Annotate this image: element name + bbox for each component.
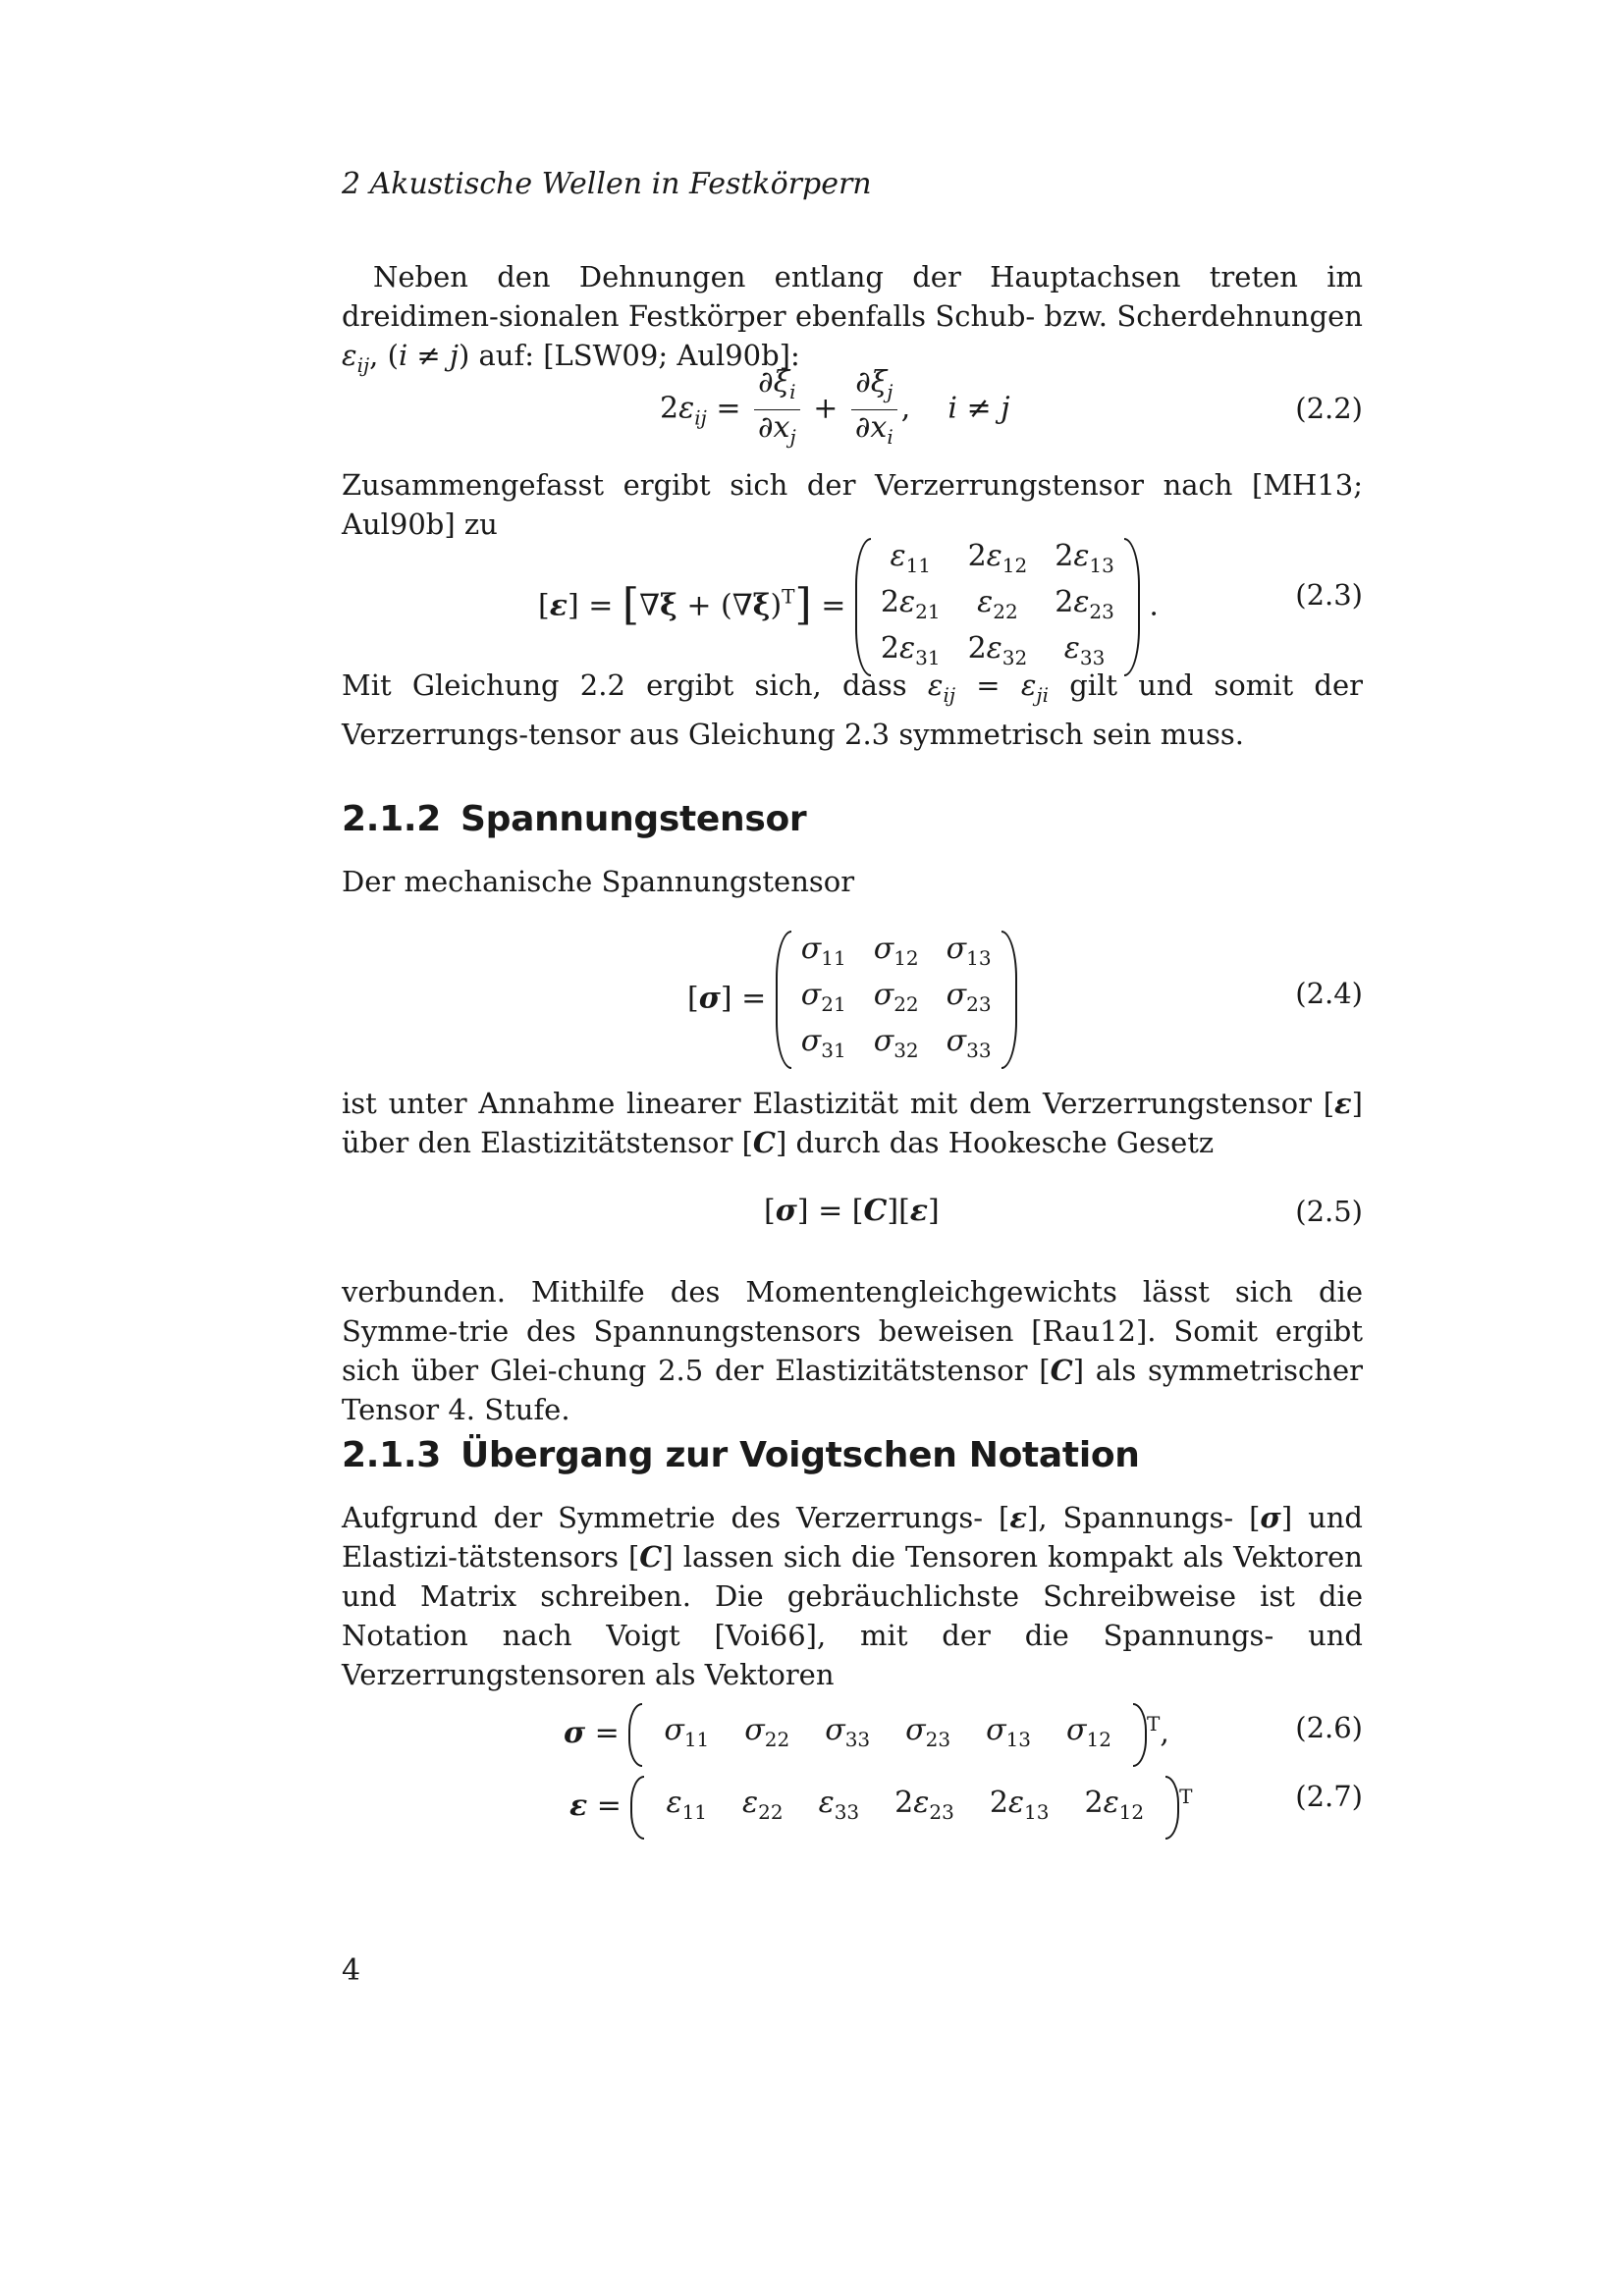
stress-matrix: $\sigma_{11}$ $\sigma_{12}$ $\sigma_{13}$ $\sigma_{21}$ $\sigma_{22}$ $\sigma_{23}$ $\sigma_{31}$ $\sigma_{32}$ $\sigma_{33}$ (776, 931, 1017, 1069)
equation-2-7: ε = $\varepsilon_{11}$ $\varepsilon_{22}$ $\varepsilon_{33}$ $2\varepsilon_{23}$ $2\varepsilon_{13}$ $2\varepsilon_{12}$ $^T$ (569, 1777, 1192, 1832)
paragraph-stress-intro: Der mechanische Spannungstensor (342, 865, 855, 898)
paragraph-shear-strain: Neben den Dehnungen entlang der Hauptachsen treten im dreidimen-sionalen Festkörper ebenfalls Schub- bzw. Scherdehnungen $\varepsilon_{ij}$, (i ≠ j) auf: [LSW09; Aul90b]: (342, 260, 1363, 377)
page-number: 4 (342, 1953, 361, 1988)
equation-2-5: [σ] = [C][ε] (764, 1194, 940, 1228)
equation-2-2: $2\varepsilon_{ij}$ = $\frac{\partial\xi_i}{\partial x_j}$ + $\frac{\partial\xi_j}{\partial x_i}$ , i ≠ j (660, 365, 1010, 449)
equation-2-4: [σ] = $\sigma_{11}$ $\sigma_{12}$ $\sigma_{13}$ $\sigma_{21}$ $\sigma_{22}$ $\sigma_{23}$ $\sigma_{31}$ $\sigma_{32}$ $\sigma_{33}$ (687, 931, 1017, 1069)
equation-2-3: $[\varepsilon] = [\nabla\xi + (\nabla\xi)^T]$ = $\varepsilon_{11}$ $2\varepsilon_{12}$ $2\varepsilon_{13}$ $2\varepsilon_{21}$ $\varepsilon_{22}$ $2\varepsilon_{23}$ $2\varepsilon_{31}$ $2\varepsilon_{32}$ $\varepsilon_{33}$ . (538, 538, 1159, 676)
equation-number-2-3: (2.3) (1295, 578, 1363, 612)
paragraph-strain-tensor: Zusammengefasst ergibt sich der Verzerrungstensor nach [MH13; Aul90b] zu (342, 468, 1363, 541)
paragraph-symmetry: Mit Gleichung 2.2 ergibt sich, dass $\varepsilon_{ij} = \varepsilon_{ji}$ gilt und somit der Verzerrungs-tensor aus Gleichung 2.3 symmetrisch sein muss. (342, 668, 1363, 751)
strain-vector: $\varepsilon_{11}$ $\varepsilon_{22}$ $\varepsilon_{33}$ $2\varepsilon_{23}$ $2\varepsilon_{13}$ $2\varepsilon_{12}$ (630, 1784, 1179, 1832)
section-heading-2-1-3: 2.1.3 Übergang zur Voigtschen Notation (342, 1435, 1140, 1475)
paragraph-voigt: Aufgrund der Symmetrie des Verzerrungs- [ε], Spannungs- [σ] und Elastizi-tätstensors [C] lassen sich die Tensoren kompakt als Vektoren und Matrix schreiben. Die gebräuchlichste Schreibweise ist die Notation nach Voigt [Voi66], mit der die Spannungs- und Verzerrungstensoren als Vektoren (342, 1501, 1363, 1691)
section-heading-2-1-2: 2.1.2 Spannungstensor (342, 799, 807, 839)
equation-number-2-6: (2.6) (1295, 1711, 1363, 1744)
strain-matrix: $\varepsilon_{11}$ $2\varepsilon_{12}$ $2\varepsilon_{13}$ $2\varepsilon_{21}$ $\varepsilon_{22}$ $2\varepsilon_{23}$ $2\varepsilon_{31}$ $2\varepsilon_{32}$ $\varepsilon_{33}$ (855, 538, 1140, 676)
equation-2-2-condition: i ≠ j (947, 391, 1010, 426)
equation-number-2-2: (2.2) (1295, 392, 1363, 425)
stress-vector: $\sigma_{11}$ $\sigma_{22}$ $\sigma_{33}$ $\sigma_{23}$ $\sigma_{13}$ $\sigma_{12}$ (628, 1711, 1147, 1759)
equation-number-2-5: (2.5) (1295, 1195, 1363, 1228)
paragraph-momentum: verbunden. Mithilfe des Momentengleichgewichts lässt sich die Symme-trie des Spannungstensors beweisen [Rau12]. Somit ergibt sich über Glei-chung 2.5 der Elastizitätstensor [C] als symmetrischer Tensor 4. Stufe. (342, 1275, 1363, 1426)
equation-number-2-7: (2.7) (1295, 1780, 1363, 1813)
running-head: 2 Akustische Wellen in Festkörpern (342, 167, 872, 201)
equation-number-2-4: (2.4) (1295, 977, 1363, 1010)
equation-2-6: σ = $\sigma_{11}$ $\sigma_{22}$ $\sigma_{33}$ $\sigma_{23}$ $\sigma_{13}$ $\sigma_{12}$ $^T$, (564, 1704, 1169, 1759)
paragraph-hooke-intro: ist unter Annahme linearer Elastizität mit dem Verzerrungstensor [ε] über den Elastizitätstensor [C] durch das Hookesche Gesetz (342, 1087, 1363, 1159)
